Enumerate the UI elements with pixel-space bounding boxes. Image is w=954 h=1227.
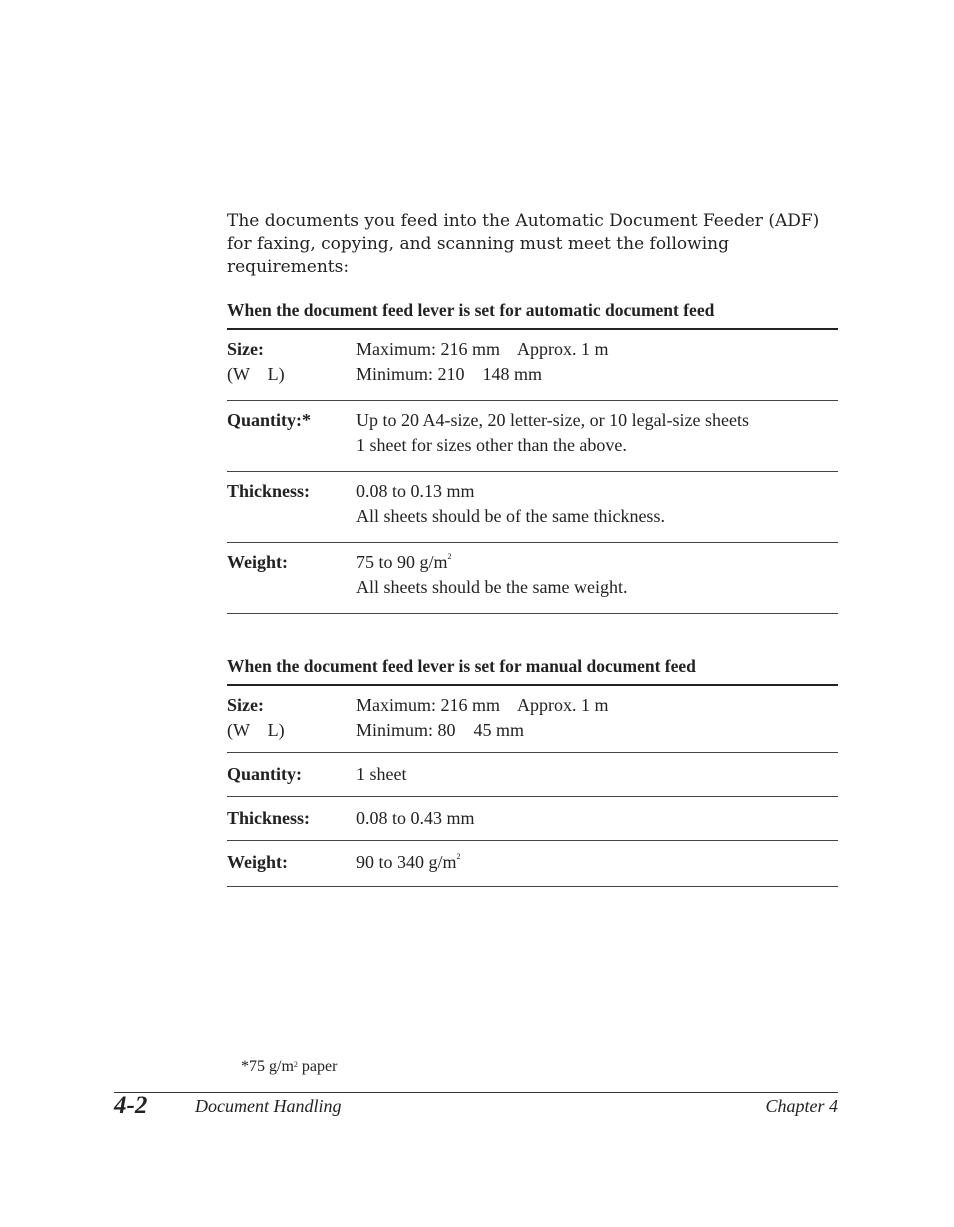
thickness-note: All sheets should be of the same thickness. xyxy=(356,506,665,526)
quantity-label: Quantity:* xyxy=(227,410,312,430)
weight-value xyxy=(356,850,838,875)
auto-feed-section xyxy=(227,298,838,614)
size-label: Size: xyxy=(227,339,264,359)
thickness-label: Thickness: xyxy=(227,481,311,501)
footer-divider xyxy=(114,1092,838,1093)
weight-label: Weight: xyxy=(227,852,288,872)
table-row-thickness xyxy=(227,472,838,543)
table-row-quantity xyxy=(227,401,838,472)
size-maximum: Maximum: 216 mm Approx. 1 m xyxy=(356,339,609,359)
weight-value-superscript: 2 xyxy=(447,552,452,561)
quantity-note: 1 sheet for sizes other than the above. xyxy=(356,435,627,455)
size-sublabel: (W L) xyxy=(227,720,285,740)
size-sublabel: (W L) xyxy=(227,364,285,384)
quantity-value: 1 sheet xyxy=(356,764,407,784)
weight-value-superscript: 2 xyxy=(456,852,461,861)
quantity-label: Quantity: xyxy=(227,764,303,784)
weight-value-main: 90 to 340 g/m xyxy=(356,852,457,872)
manual-feed-section xyxy=(227,654,838,887)
intro-line: requirements: xyxy=(227,257,350,277)
footnote-superscript: 2 xyxy=(293,1060,298,1069)
table-row-thickness xyxy=(227,797,838,841)
document-title: Document Handling xyxy=(195,1096,342,1116)
quantity-value: Up to 20 A4-size, 20 letter-size, or 10 legal-size sheets xyxy=(356,410,750,430)
auto-feed-title: When the document feed lever is set for automatic document feed xyxy=(227,298,838,330)
footnote-prefix: *75 g/m xyxy=(241,1058,294,1075)
thickness-value: 0.08 to 0.43 mm xyxy=(356,808,475,828)
chapter-label: Chapter 4 xyxy=(765,1096,838,1116)
table-row-weight xyxy=(227,841,838,887)
size-minimum: Minimum: 80 45 mm xyxy=(356,720,525,740)
size-minimum: Minimum: 210 148 mm xyxy=(356,364,543,384)
weight-label: Weight: xyxy=(227,552,288,572)
size-label: Size: xyxy=(227,695,264,715)
intro-line: The documents you feed into the Automatic Document Feeder (ADF) xyxy=(227,211,820,231)
size-maximum: Maximum: 216 mm Approx. 1 m xyxy=(356,695,609,715)
table-row-size xyxy=(227,686,838,753)
weight-note: All sheets should be the same weight. xyxy=(356,577,628,597)
page-number: 4-2 xyxy=(114,1092,148,1119)
footnote xyxy=(241,1058,337,1076)
table-row-weight xyxy=(227,543,838,614)
thickness-label: Thickness: xyxy=(227,808,311,828)
intro-line: for faxing, copying, and scanning must meet the following xyxy=(227,234,729,254)
footnote-suffix: paper xyxy=(297,1058,338,1075)
weight-value-main: 75 to 90 g/m xyxy=(356,552,448,572)
table-row-size xyxy=(227,330,838,401)
manual-feed-title: When the document feed lever is set for manual document feed xyxy=(227,654,838,686)
intro-paragraph xyxy=(227,210,827,279)
table-row-quantity xyxy=(227,753,838,797)
thickness-value: 0.08 to 0.13 mm xyxy=(356,481,475,501)
weight-value xyxy=(356,550,838,575)
